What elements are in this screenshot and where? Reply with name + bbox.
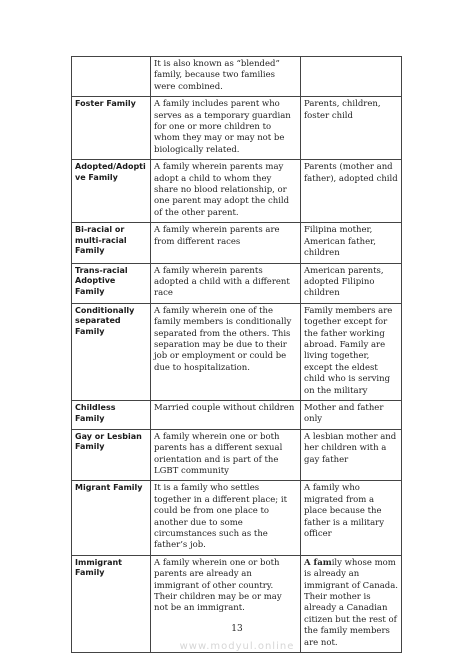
table-row-biracial-family xyxy=(72,223,402,263)
example-text: ily whose mom is already an immigrant of Canada. Their mother is already a Canadian citizen but the rest of the family members are not. xyxy=(304,557,399,648)
family-type-definition: A family wherein parents are from different races xyxy=(151,223,301,263)
family-type-definition: A family wherein parents may adopt a child to whom they share no blood relationship, or one parent may adopt the child of the other parent. xyxy=(151,160,301,223)
family-type-example: Family members are together except for the father working abroad. Family are living together, except the eldest child who is serving on the military xyxy=(301,303,402,400)
table-row-gay-lesbian-family xyxy=(72,429,402,481)
table-row-adopted-family xyxy=(72,160,402,223)
family-type-definition: A family wherein one or both parents are already an immigrant of other country. Their children may be or may not be an immigrant. xyxy=(151,555,301,652)
family-type-term: Foster Family xyxy=(72,97,151,160)
table-row-conditionally-separated-family xyxy=(72,303,402,400)
page-number: 13 xyxy=(231,624,243,634)
family-type-definition: It is also known as “blended” family, because two families were combined. xyxy=(151,57,301,97)
table-row-immigrant-family xyxy=(72,555,402,652)
family-type-term: Gay or Lesbian Family xyxy=(72,429,151,481)
family-type-definition: A family includes parent who serves as a temporary guardian for one or more children to whom they may or may not be biologically related. xyxy=(151,97,301,160)
family-type-example: Parents (mother and father), adopted child xyxy=(301,160,402,223)
family-type-example xyxy=(301,555,402,652)
table-row-foster-family xyxy=(72,97,402,160)
family-type-example: A family who migrated from a place because the father is a military officer xyxy=(301,481,402,555)
family-type-example: Mother and father only xyxy=(301,400,402,429)
family-type-term: Bi-racial or multi-racial Family xyxy=(72,223,151,263)
family-type-term: Childless Family xyxy=(72,400,151,429)
family-type-example: Parents, children, foster child xyxy=(301,97,402,160)
family-type-example: Filipina mother, American father, children xyxy=(301,223,402,263)
family-type-definition: It is a family who settles together in a different place; it could be from one place to another due to some circumstances such as the father’s job. xyxy=(151,481,301,555)
family-type-term: Trans-racial Adoptive Family xyxy=(72,263,151,303)
family-type-term: Adopted/Adoptive Family xyxy=(72,160,151,223)
family-type-term: Conditionally separated Family xyxy=(72,303,151,400)
family-type-example: A lesbian mother and her children with a gay father xyxy=(301,429,402,481)
family-type-definition: A family wherein parents adopted a child with a different race xyxy=(151,263,301,303)
family-type-definition: Married couple without children xyxy=(151,400,301,429)
family-type-term: Immigrant Family xyxy=(72,555,151,652)
table-row-childless-family xyxy=(72,400,402,429)
family-type-example: American parents, adopted Filipino children xyxy=(301,263,402,303)
family-types-table xyxy=(71,56,402,653)
table-row-migrant-family xyxy=(72,481,402,555)
family-type-definition: A family wherein one of the family members is conditionally separated from the others. This separation may be due to their job or employment or could be due to hospitalization. xyxy=(151,303,301,400)
example-bold-lead: A fam xyxy=(304,557,332,568)
family-type-term xyxy=(72,57,151,97)
table-row-blended-continued xyxy=(72,57,402,97)
family-type-definition: A family wherein one or both parents has a different sexual orientation and is part of the LGBT community xyxy=(151,429,301,481)
family-type-term: Migrant Family xyxy=(72,481,151,555)
table-body xyxy=(72,57,402,653)
table-row-transracial-family xyxy=(72,263,402,303)
watermark: www.modyul.online xyxy=(179,641,295,652)
family-type-example xyxy=(301,57,402,97)
